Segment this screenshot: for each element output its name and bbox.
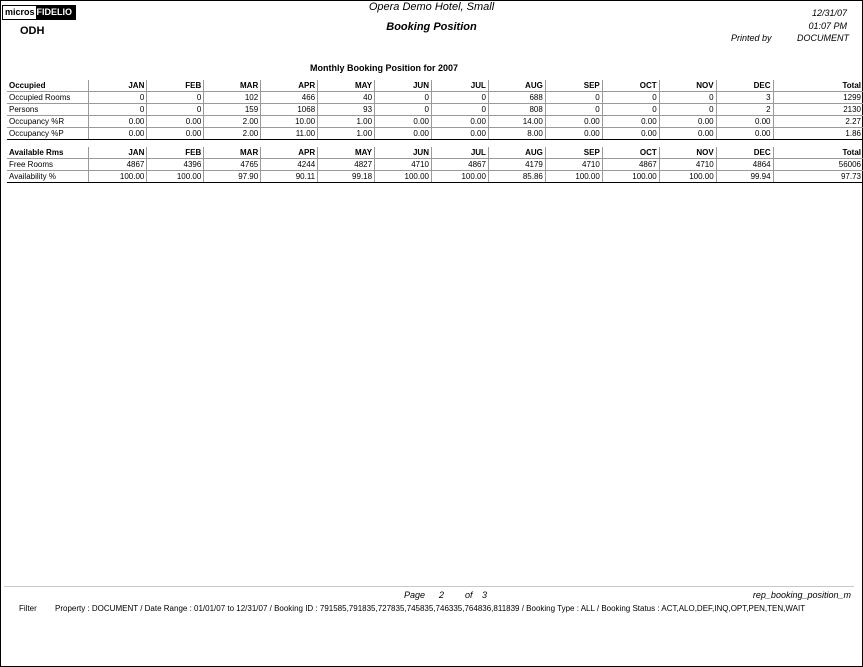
cell-value: 159 bbox=[204, 104, 261, 116]
filter-label: Filter bbox=[19, 604, 37, 613]
cell-value: 0 bbox=[545, 104, 602, 116]
row-label: Free Rooms bbox=[7, 159, 89, 171]
cell-value: FEB bbox=[147, 80, 204, 92]
cell-value: 808 bbox=[488, 104, 545, 116]
cell-value: Total bbox=[773, 147, 863, 159]
cell-value: 0 bbox=[89, 92, 147, 104]
cell-value: 4244 bbox=[261, 159, 318, 171]
filter-text: Property : DOCUMENT / Date Range : 01/01/07 to 12/31/07 / Booking ID : 791585,791835,727835,745835,746335,764836,811839 / Booking Type : ALL / Booking Status : ACT,ALO,DEF,INQ,OPT,PEN,TEN,WAIT bbox=[55, 604, 806, 613]
cell-value: 100.00 bbox=[659, 171, 716, 183]
cell-value: 90.11 bbox=[261, 171, 318, 183]
cell-value: JAN bbox=[89, 147, 147, 159]
cell-value: 2.00 bbox=[204, 128, 261, 140]
cell-value: JUN bbox=[375, 80, 432, 92]
cell-value: 0.00 bbox=[147, 116, 204, 128]
cell-value: 0.00 bbox=[375, 128, 432, 140]
cell-value: 4867 bbox=[89, 159, 147, 171]
cell-value: 4827 bbox=[318, 159, 375, 171]
total-pages: 3 bbox=[482, 590, 488, 600]
cell-value: 1.00 bbox=[318, 116, 375, 128]
cell-value: 100.00 bbox=[147, 171, 204, 183]
cell-value: 0 bbox=[375, 104, 432, 116]
cell-value: OCT bbox=[602, 80, 659, 92]
printed-by-value: DOCUMENT bbox=[797, 33, 849, 43]
cell-value: 4864 bbox=[716, 159, 773, 171]
cell-value: 0 bbox=[659, 92, 716, 104]
cell-value: 0 bbox=[375, 92, 432, 104]
cell-value: 4710 bbox=[659, 159, 716, 171]
cell-value: 2130 bbox=[773, 104, 863, 116]
cell-value: 0.00 bbox=[545, 116, 602, 128]
cell-value: 2 bbox=[716, 104, 773, 116]
logo-micros-text: micros bbox=[5, 7, 35, 17]
cell-value: 14.00 bbox=[488, 116, 545, 128]
page-number: 2 bbox=[439, 590, 445, 600]
table-row bbox=[7, 104, 863, 116]
cell-value: NOV bbox=[659, 80, 716, 92]
cell-value: 0.00 bbox=[659, 116, 716, 128]
cell-value: 0.00 bbox=[147, 128, 204, 140]
cell-value: 0.00 bbox=[89, 128, 147, 140]
cell-value: JAN bbox=[89, 80, 147, 92]
cell-value: 1068 bbox=[261, 104, 318, 116]
cell-value: 4867 bbox=[602, 159, 659, 171]
cell-value: MAR bbox=[204, 80, 261, 92]
table-header-row bbox=[7, 80, 863, 92]
occupied-table bbox=[7, 80, 863, 140]
cell-value: 0.00 bbox=[659, 128, 716, 140]
page-of-label: of bbox=[465, 590, 473, 600]
footer-divider bbox=[4, 586, 854, 587]
table-row bbox=[7, 128, 863, 140]
cell-value: MAY bbox=[318, 147, 375, 159]
cell-value: 0 bbox=[659, 104, 716, 116]
cell-value: MAR bbox=[204, 147, 261, 159]
cell-value: 466 bbox=[261, 92, 318, 104]
cell-value: AUG bbox=[488, 147, 545, 159]
logo-fidelio-text: FIDELIO bbox=[36, 6, 76, 19]
row-label: Available Rms bbox=[7, 147, 89, 159]
cell-value: 0.00 bbox=[716, 128, 773, 140]
table-row bbox=[7, 159, 863, 171]
cell-value: 0 bbox=[147, 104, 204, 116]
table-row bbox=[7, 92, 863, 104]
cell-value: JUL bbox=[432, 147, 489, 159]
report-subtitle: Monthly Booking Position for 2007 bbox=[309, 63, 458, 73]
cell-value: 8.00 bbox=[488, 128, 545, 140]
row-label: Occupancy %P bbox=[7, 128, 89, 140]
cell-value: 85.86 bbox=[488, 171, 545, 183]
cell-value: 4179 bbox=[488, 159, 545, 171]
cell-value: 0.00 bbox=[431, 128, 488, 140]
cell-value: 100.00 bbox=[602, 171, 659, 183]
cell-value: 0.00 bbox=[602, 128, 659, 140]
cell-value: 10.00 bbox=[261, 116, 318, 128]
cell-value: 97.73 bbox=[773, 171, 863, 183]
cell-value: 3 bbox=[716, 92, 773, 104]
cell-value: 688 bbox=[488, 92, 545, 104]
cell-value: 0 bbox=[431, 104, 488, 116]
property-code: ODH bbox=[20, 25, 45, 37]
row-label: Persons bbox=[7, 104, 89, 116]
cell-value: APR bbox=[261, 147, 318, 159]
cell-value: 0 bbox=[431, 92, 488, 104]
cell-value: 1.00 bbox=[318, 128, 375, 140]
cell-value: 1.86 bbox=[773, 128, 863, 140]
cell-value: 0 bbox=[602, 92, 659, 104]
cell-value: 4867 bbox=[432, 159, 489, 171]
cell-value: 93 bbox=[318, 104, 375, 116]
row-label: Occupied bbox=[7, 80, 89, 92]
cell-value: JUN bbox=[375, 147, 432, 159]
cell-value: MAY bbox=[318, 80, 375, 92]
report-time: 01:07 PM bbox=[808, 21, 847, 31]
hotel-name: Opera Demo Hotel, Small bbox=[368, 1, 495, 13]
report-date: 12/31/07 bbox=[811, 8, 847, 18]
cell-value: 4710 bbox=[375, 159, 432, 171]
cell-value: 40 bbox=[318, 92, 375, 104]
table-header-row bbox=[7, 147, 863, 159]
cell-value: 1299 bbox=[773, 92, 863, 104]
cell-value: APR bbox=[261, 80, 318, 92]
cell-value: 11.00 bbox=[261, 128, 318, 140]
available-table bbox=[7, 147, 863, 183]
table-row bbox=[7, 116, 863, 128]
cell-value: 0 bbox=[545, 92, 602, 104]
printed-by-label: Printed by bbox=[731, 33, 772, 43]
cell-value: DEC bbox=[716, 80, 773, 92]
cell-value: 4396 bbox=[147, 159, 204, 171]
cell-value: 0.00 bbox=[716, 116, 773, 128]
cell-value: DEC bbox=[716, 147, 773, 159]
cell-value: JUL bbox=[431, 80, 488, 92]
cell-value: 0.00 bbox=[375, 116, 432, 128]
cell-value: 100.00 bbox=[375, 171, 432, 183]
cell-value: NOV bbox=[659, 147, 716, 159]
cell-value: AUG bbox=[488, 80, 545, 92]
cell-value: 0 bbox=[147, 92, 204, 104]
cell-value: 0.00 bbox=[89, 116, 147, 128]
cell-value: 0 bbox=[89, 104, 147, 116]
row-label: Occupied Rooms bbox=[7, 92, 89, 104]
row-label: Occupancy %R bbox=[7, 116, 89, 128]
cell-value: SEP bbox=[545, 147, 602, 159]
table-row bbox=[7, 171, 863, 183]
cell-value: 100.00 bbox=[89, 171, 147, 183]
cell-value: 99.18 bbox=[318, 171, 375, 183]
cell-value: 102 bbox=[204, 92, 261, 104]
cell-value: FEB bbox=[147, 147, 204, 159]
report-name: rep_booking_position_m bbox=[752, 590, 851, 600]
cell-value: OCT bbox=[602, 147, 659, 159]
cell-value: 100.00 bbox=[432, 171, 489, 183]
page-label: Page bbox=[404, 590, 426, 600]
cell-value: 2.00 bbox=[204, 116, 261, 128]
report-title: Booking Position bbox=[386, 21, 477, 33]
cell-value: 4765 bbox=[204, 159, 261, 171]
cell-value: 100.00 bbox=[545, 171, 602, 183]
cell-value: 0 bbox=[602, 104, 659, 116]
cell-value: 56006 bbox=[773, 159, 863, 171]
cell-value: 0.00 bbox=[602, 116, 659, 128]
cell-value: 97.90 bbox=[204, 171, 261, 183]
row-label: Availability % bbox=[7, 171, 89, 183]
cell-value: Total bbox=[773, 80, 863, 92]
cell-value: SEP bbox=[545, 80, 602, 92]
cell-value: 0.00 bbox=[431, 116, 488, 128]
cell-value: 2.27 bbox=[773, 116, 863, 128]
cell-value: 0.00 bbox=[545, 128, 602, 140]
cell-value: 99.94 bbox=[716, 171, 773, 183]
cell-value: 4710 bbox=[545, 159, 602, 171]
